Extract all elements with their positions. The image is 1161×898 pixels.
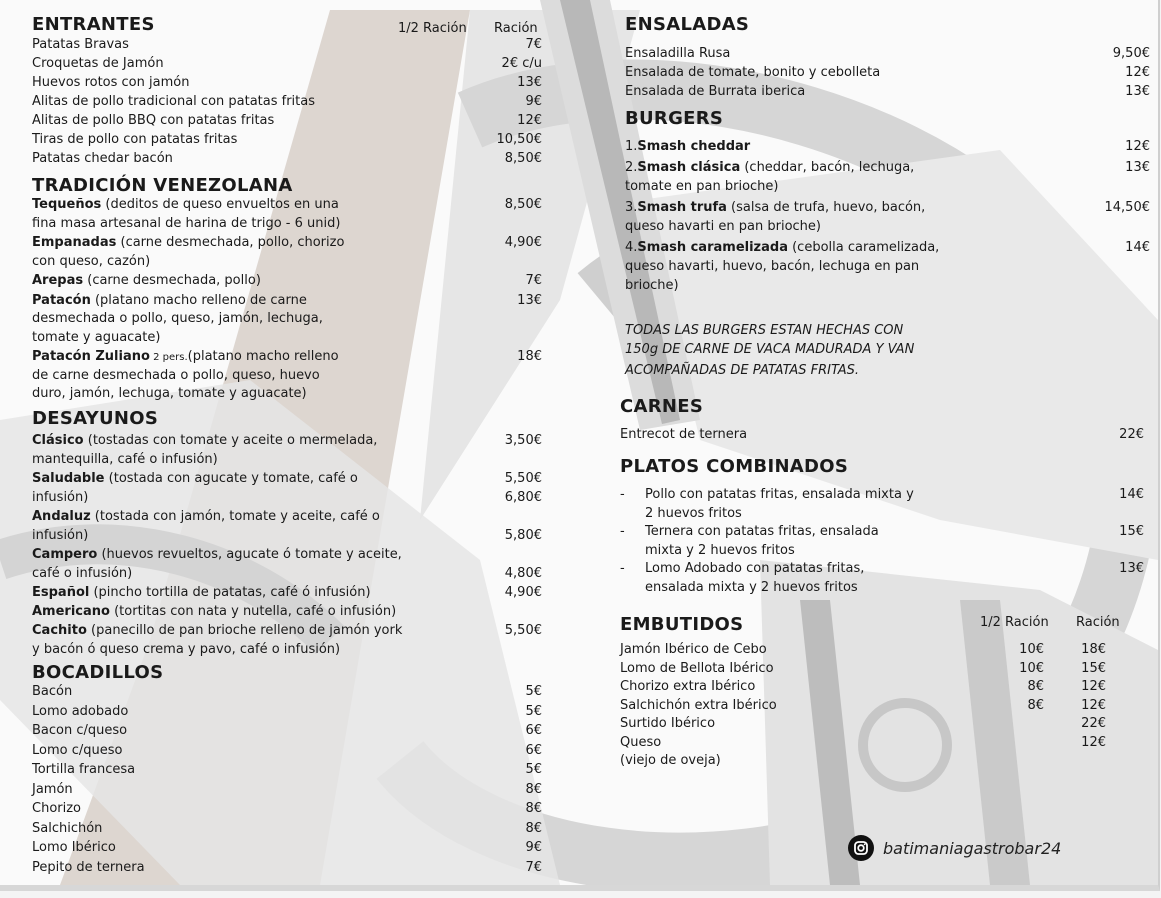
burgers-note-line3: ACOMPAÑADAS DE PATATAS FRITAS. xyxy=(625,363,859,378)
embutido-item-full-price: 12€ xyxy=(1081,734,1106,750)
bocadillo-item-name: Bacón xyxy=(32,684,73,699)
embutido-item-name: Queso xyxy=(620,734,662,750)
section-title-burgers: BURGERS xyxy=(625,108,724,129)
entrantes-item-name: Tiras de pollo con patatas fritas xyxy=(32,132,238,147)
plato-item xyxy=(620,561,1150,598)
desayuno-item-line xyxy=(32,585,552,604)
plato-item xyxy=(620,524,1150,561)
embutido-item xyxy=(620,753,1150,772)
burgers-note-line1: TODAS LAS BURGERS ESTAN HECHAS CON xyxy=(625,323,904,338)
embutido-item-half-price: 10€ xyxy=(1019,642,1044,657)
desayuno-item-desc: (tortitas con nata y nutella, café o infusión) xyxy=(109,604,397,619)
plato-item-desc: Ternera con patatas fritas, ensalada xyxy=(645,524,879,539)
tradicion-item-desc: con queso, cazón) xyxy=(32,253,151,269)
embutido-item-full-price: 12€ xyxy=(1081,697,1106,713)
tradicion-item-price: 18€ xyxy=(517,349,542,364)
tradicion-item xyxy=(32,235,552,272)
tradicion-item xyxy=(32,197,552,234)
ensalada-item-price: 12€ xyxy=(1125,65,1150,80)
tradicion-item xyxy=(32,293,552,349)
bocadillo-item-price: 8€ xyxy=(525,820,542,836)
embutido-item-full-price: 22€ xyxy=(1081,716,1106,731)
tradicion-item-desc: (carne desmechada, pollo) xyxy=(83,273,261,288)
burger-item-number: 4. xyxy=(625,240,638,255)
desayuno-item-name: Saludable xyxy=(32,471,105,486)
desayuno-item-desc: y bacón ó queso crema y pavo, café o infusión) xyxy=(32,642,341,657)
burger-item-price: 14€ xyxy=(1125,240,1150,255)
desayuno-item xyxy=(32,585,552,604)
burger-item xyxy=(625,240,1150,297)
tradicion-item-line xyxy=(32,216,552,235)
carnes-list xyxy=(620,427,1150,446)
desayuno-item-name: Campero xyxy=(32,547,98,562)
carne-item-name: Entrecot de ternera xyxy=(620,427,748,442)
embutido-item-half-price: 8€ xyxy=(1027,697,1044,713)
plato-item-line xyxy=(620,580,1150,599)
burger-item xyxy=(625,160,1150,198)
tradicion-item-desc: (platano macho relleno de carne xyxy=(90,292,307,308)
burger-item-number: 3. xyxy=(625,200,638,215)
bocadillo-item-row xyxy=(32,801,552,821)
desayuno-item-line xyxy=(32,433,552,452)
section-title-embutidos: EMBUTIDOS xyxy=(620,614,744,635)
desayuno-item-price: 5,80€ xyxy=(504,528,542,543)
desayuno-item-name: Clásico xyxy=(32,433,84,448)
desayunos-list xyxy=(32,433,552,661)
desayuno-item xyxy=(32,509,552,547)
bocadillo-item-price: 6€ xyxy=(525,723,542,738)
burger-item-line xyxy=(625,200,1150,219)
burger-item-name: Smash caramelizada xyxy=(637,240,788,255)
desayuno-item-price: 4,90€ xyxy=(504,585,542,600)
plato-item-line xyxy=(620,543,1150,562)
embutido-item-name: Jamón Ibérico de Cebo xyxy=(620,642,767,657)
section-title-tradicion: TRADICIÓN VENEZOLANA xyxy=(32,175,293,196)
plato-item-dash: - xyxy=(620,524,625,539)
ensalada-item-name: Ensaladilla Rusa xyxy=(625,46,731,61)
embutidos-list xyxy=(620,642,1150,772)
ensalada-item-price: 9,50€ xyxy=(1112,46,1150,61)
platos-list xyxy=(620,487,1150,598)
burger-item-desc: tomate en pan brioche) xyxy=(625,179,779,194)
burger-item-desc: queso havarti, huevo, bacón, lechuga en pan xyxy=(625,259,920,274)
instagram-icon xyxy=(848,835,874,861)
desayuno-item-line xyxy=(32,642,552,661)
burger-item-line xyxy=(625,219,1150,238)
tradicion-item-note: 2 pers. xyxy=(149,352,188,363)
plato-item-desc: Lomo Adobado con patatas fritas, xyxy=(645,561,865,576)
burgers-list xyxy=(625,139,1150,299)
carne-item-row xyxy=(620,427,1150,446)
plato-item-line xyxy=(620,524,1150,543)
burger-item-line xyxy=(625,259,1150,278)
embutido-item-half-price: 10€ xyxy=(1019,660,1044,676)
plato-item-line xyxy=(620,561,1150,580)
desayuno-item-name: Español xyxy=(32,585,90,600)
bocadillo-item-row xyxy=(32,821,552,841)
entrantes-item-price: 7€ xyxy=(525,37,542,52)
entrantes-item-name: Alitas de pollo BBQ con patatas fritas xyxy=(32,113,275,128)
bocadillo-item-price: 5€ xyxy=(525,762,542,777)
desayuno-item-price: 5,50€ xyxy=(504,623,542,638)
desayuno-item xyxy=(32,471,552,509)
embutido-item-name: Salchichón extra Ibérico xyxy=(620,697,777,713)
entrantes-item-row xyxy=(32,56,552,75)
embutido-item-name: Surtido Ibérico xyxy=(620,716,716,731)
embutido-item xyxy=(620,735,1150,754)
tradicion-item-line xyxy=(32,293,552,312)
tradicion-item-desc: tomate y aguacate) xyxy=(32,329,161,345)
embutidos-header-half: 1/2 Ración xyxy=(980,615,1049,630)
desayuno-item-desc: infusión) xyxy=(32,490,89,505)
section-title-entrantes: ENTRANTES xyxy=(32,14,155,35)
section-title-bocadillos: BOCADILLOS xyxy=(32,662,164,683)
burger-item-line xyxy=(625,179,1150,198)
burgers-note-line2: 150g DE CARNE DE VACA MADURADA Y VAN xyxy=(625,342,915,357)
burger-item-line xyxy=(625,240,1150,259)
tradicion-item-line xyxy=(32,311,552,330)
entrantes-list xyxy=(32,37,552,170)
carne-item-price: 22€ xyxy=(1119,427,1144,442)
desayuno-item-desc: mantequilla, café o infusión) xyxy=(32,452,218,467)
entrantes-item-name: Croquetas de Jamón xyxy=(32,56,164,71)
bocadillo-item-price: 8€ xyxy=(525,781,542,797)
desayuno-item-desc: (tostadas con tomate y aceite o mermelada, xyxy=(83,433,378,448)
plato-item-price: 15€ xyxy=(1119,524,1144,539)
tradicion-item-name: Patacón Zuliano xyxy=(32,349,150,364)
desayuno-item-line xyxy=(32,547,552,566)
desayuno-item xyxy=(32,623,552,661)
plato-item-desc: Pollo con patatas fritas, ensalada mixta y xyxy=(645,487,914,502)
desayuno-item-desc: café o infusión) xyxy=(32,566,133,581)
tradicion-item-line xyxy=(32,197,552,216)
desayuno-item-line xyxy=(32,528,552,547)
tradicion-item-name: Patacón xyxy=(32,292,91,308)
tradicion-item-line xyxy=(32,254,552,273)
desayuno-item-name: Cachito xyxy=(32,623,87,638)
bocadillos-list xyxy=(32,684,552,879)
tradicion-item-price: 4,90€ xyxy=(504,235,542,250)
plato-item-line xyxy=(620,487,1150,506)
plato-item-dash: - xyxy=(620,561,625,576)
burger-item-price: 13€ xyxy=(1125,160,1150,175)
tradicion-item xyxy=(32,273,552,292)
embutido-item-full-price: 15€ xyxy=(1081,660,1106,676)
bocadillo-item-name: Lomo Ibérico xyxy=(32,840,116,855)
desayuno-item-desc: (tostada con agucate y tomate, café o xyxy=(104,471,358,486)
burger-item-number: 2. xyxy=(625,160,638,175)
burger-item-price: 14,50€ xyxy=(1104,200,1150,215)
burger-item-line xyxy=(625,160,1150,179)
burger-item-name: Smash cheddar xyxy=(637,139,751,154)
desayuno-item-line xyxy=(32,566,552,585)
bocadillo-item-price: 6€ xyxy=(525,742,542,758)
desayuno-item-desc: (tostada con jamón, tomate y aceite, café o xyxy=(90,509,380,524)
burger-item-price: 12€ xyxy=(1125,139,1150,154)
entrantes-item-price: 8,50€ xyxy=(504,151,542,166)
bocadillo-item-row xyxy=(32,723,552,743)
entrantes-item-price: 13€ xyxy=(517,75,542,90)
section-title-carnes: CARNES xyxy=(620,396,704,417)
bocadillo-item-row xyxy=(32,743,552,763)
bocadillo-item-name: Bacon c/queso xyxy=(32,723,128,738)
bocadillo-item-name: Tortilla francesa xyxy=(32,762,136,777)
tradicion-item-price: 8,50€ xyxy=(504,197,542,212)
desayuno-item-price: 5,50€ xyxy=(504,471,542,486)
tradicion-item-name: Empanadas xyxy=(32,235,117,250)
ensaladas-list xyxy=(625,46,1150,103)
burger-item xyxy=(625,200,1150,238)
burger-item-number: 1. xyxy=(625,139,638,154)
instagram-handle-text: batimaniagastrobar24 xyxy=(883,838,1062,858)
burger-item-name: Smash clásica xyxy=(637,160,741,175)
ensalada-item-row xyxy=(625,65,1150,84)
entrantes-item-row xyxy=(32,151,552,170)
desayuno-item-price: 6,80€ xyxy=(504,490,542,505)
ensalada-item-row xyxy=(625,46,1150,65)
embutido-item-half-price: 8€ xyxy=(1027,679,1044,694)
bocadillo-item-name: Chorizo xyxy=(32,801,82,816)
tradicion-item-line xyxy=(32,368,552,387)
bocadillo-item-row xyxy=(32,840,552,860)
entrantes-item-row xyxy=(32,132,552,151)
bocadillo-item-price: 7€ xyxy=(525,859,542,875)
bocadillo-item-row xyxy=(32,782,552,802)
plato-item xyxy=(620,487,1150,524)
desayuno-item-desc: (pincho tortilla de patatas, café ó infusión) xyxy=(89,585,371,600)
embutido-item xyxy=(620,661,1150,680)
bocadillo-item-price: 5€ xyxy=(525,703,542,719)
tradicion-item-line xyxy=(32,330,552,349)
plato-item-price: 14€ xyxy=(1119,487,1144,502)
ensalada-item-row xyxy=(625,84,1150,103)
bocadillo-item-price: 8€ xyxy=(525,801,542,816)
burger-item-desc: (cebolla caramelizada, xyxy=(787,240,940,255)
tradicion-item-price: 13€ xyxy=(517,292,542,308)
tradicion-item-line xyxy=(32,386,552,405)
column-header-full: Ración xyxy=(494,21,538,36)
entrantes-item-row xyxy=(32,37,552,56)
plato-item-line xyxy=(620,506,1150,525)
bocadillo-item-name: Lomo adobado xyxy=(32,703,129,719)
section-title-platos: PLATOS COMBINADOS xyxy=(620,456,849,477)
ensalada-item-name: Ensalada de tomate, bonito y cebolleta xyxy=(625,65,881,80)
embutido-item xyxy=(620,698,1150,717)
embutido-item-name: Lomo de Bellota Ibérico xyxy=(620,660,774,676)
plato-item-desc: 2 huevos fritos xyxy=(645,505,742,521)
tradicion-item-desc: fina masa artesanal de harina de trigo - 6 unid) xyxy=(32,215,341,231)
entrantes-item-price: 2€ c/u xyxy=(501,56,542,71)
burger-item-desc: queso havarti en pan brioche) xyxy=(625,219,821,234)
burger-item xyxy=(625,139,1150,158)
desayuno-item-line xyxy=(32,490,552,509)
section-title-desayunos: DESAYUNOS xyxy=(32,408,159,429)
ensalada-item-price: 13€ xyxy=(1125,84,1150,99)
bocadillo-item-row xyxy=(32,860,552,880)
entrantes-item-name: Patatas Bravas xyxy=(32,37,129,52)
desayuno-item-desc: (huevos revueltos, agucate ó tomate y aceite, xyxy=(97,547,402,562)
desayuno-item-line xyxy=(32,509,552,528)
embutido-item-full-price: 18€ xyxy=(1081,642,1106,657)
desayuno-item-price: 4,80€ xyxy=(504,566,542,581)
embutido-item-name: Chorizo extra Ibérico xyxy=(620,679,756,694)
bocadillo-item-name: Salchichón xyxy=(32,820,103,836)
bocadillo-item-price: 5€ xyxy=(525,684,542,699)
tradicion-list xyxy=(32,197,552,406)
section-title-ensaladas: ENSALADAS xyxy=(625,14,750,35)
embutidos-header-full: Ración xyxy=(1076,615,1120,630)
entrantes-item-price: 9€ xyxy=(525,94,542,109)
plato-item-dash: - xyxy=(620,487,625,502)
desayuno-item-price: 3,50€ xyxy=(504,433,542,448)
entrantes-item-name: Alitas de pollo tradicional con patatas fritas xyxy=(32,94,316,109)
tradicion-item-line xyxy=(32,235,552,254)
bocadillo-item-price: 9€ xyxy=(525,840,542,855)
entrantes-item-row xyxy=(32,94,552,113)
tradicion-item xyxy=(32,349,552,405)
bocadillo-item-name: Lomo c/queso xyxy=(32,742,123,758)
desayuno-item-line xyxy=(32,452,552,471)
tradicion-item-desc: (carne desmechada, pollo, chorizo xyxy=(116,235,345,250)
burger-item-line xyxy=(625,139,1150,158)
desayuno-item xyxy=(32,433,552,471)
bocadillo-item-name: Jamón xyxy=(32,781,73,797)
desayuno-item-line xyxy=(32,623,552,642)
desayuno-item-desc: infusión) xyxy=(32,528,89,543)
desayuno-item-desc: (panecillo de pan brioche relleno de jamón york xyxy=(86,623,403,638)
tradicion-item-desc: duro, jamón, lechuga, tomate y aguacate) xyxy=(32,386,307,401)
desayuno-item-line xyxy=(32,604,552,623)
entrantes-item-name: Patatas chedar bacón xyxy=(32,151,173,166)
tradicion-item-desc: de carne desmechada o pollo, queso, huevo xyxy=(32,367,320,383)
desayuno-item xyxy=(32,547,552,585)
entrantes-item-price: 12€ xyxy=(517,113,542,128)
tradicion-item-name: Arepas xyxy=(32,273,84,288)
embutido-item xyxy=(620,716,1150,735)
desayuno-item-name: Andaluz xyxy=(32,509,91,524)
tradicion-item-desc: (deditos de queso envueltos en una xyxy=(101,197,339,212)
tradicion-item-line xyxy=(32,349,552,368)
ensalada-item-name: Ensalada de Burrata iberica xyxy=(625,84,806,99)
desayuno-item-line xyxy=(32,471,552,490)
tradicion-item-price: 7€ xyxy=(525,273,542,288)
burger-item-name: Smash trufa xyxy=(637,200,727,215)
entrantes-item-row xyxy=(32,113,552,132)
tradicion-item-desc: desmechada o pollo, queso, jamón, lechuga, xyxy=(32,311,323,326)
tradicion-item-line xyxy=(32,273,552,292)
tradicion-item-desc: (platano macho relleno xyxy=(187,349,339,364)
embutido-item-full-price: 12€ xyxy=(1081,679,1106,694)
desayuno-item-name: Americano xyxy=(32,604,110,619)
bocadillo-item-row xyxy=(32,762,552,782)
embutido-item xyxy=(620,679,1150,698)
bocadillo-item-row xyxy=(32,704,552,724)
bocadillo-item-row xyxy=(32,684,552,704)
desayuno-item xyxy=(32,604,552,623)
plato-item-desc: mixta y 2 huevos fritos xyxy=(645,542,795,558)
plato-item-price: 13€ xyxy=(1119,561,1144,576)
entrantes-item-row xyxy=(32,75,552,94)
entrantes-item-name: Huevos rotos con jamón xyxy=(32,75,190,90)
plato-item-desc: ensalada mixta y 2 huevos fritos xyxy=(645,579,858,595)
instagram-handle[interactable] xyxy=(848,835,1061,861)
burger-item-desc: (salsa de trufa, huevo, bacón, xyxy=(726,200,926,215)
tradicion-item-name: Tequeños xyxy=(32,197,102,212)
embutido-item xyxy=(620,642,1150,661)
entrantes-item-price: 10,50€ xyxy=(496,132,542,147)
burger-item-desc: (cheddar, bacón, lechuga, xyxy=(740,160,915,175)
bocadillo-item-name: Pepito de ternera xyxy=(32,859,145,875)
embutido-item-name: (viejo de oveja) xyxy=(620,753,721,768)
burger-item-desc: brioche) xyxy=(625,278,679,293)
burger-item-line xyxy=(625,278,1150,297)
column-header-half: 1/2 Ración xyxy=(398,21,467,36)
